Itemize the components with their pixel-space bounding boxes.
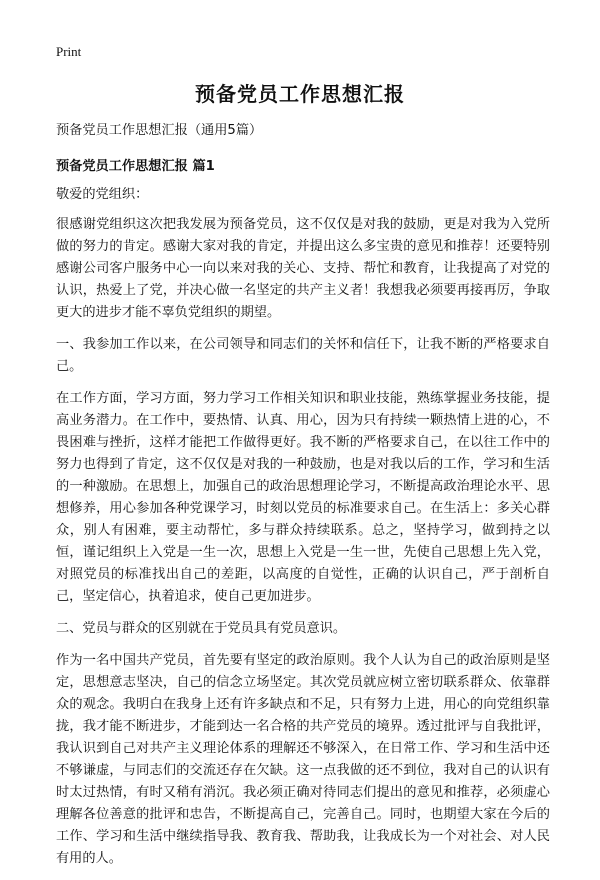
section-heading: 预备党员工作思想汇报 篇1 — [56, 159, 215, 174]
paragraph-heading-two: 二、党员与群众的区别就在于党员具有党员意识。 — [56, 621, 347, 636]
paragraph-work-study: 在工作方面，学习方面，努力学习工作相关知识和职业技能，熟练掌握业务技能，提高业务潜力。在工作中，要热情、认真、用心，因为只有持续一颗热情上进的心，不畏困难与挫折，这样才能把工作做得更好。我不断的严格要求自己，在以往工作中的努力也得到了肯定，这不仅仅是对我的一种鼓励，也是对我以后的工作，学习和生活的一种激励。在思想上，加强自己的政治思想理论学习，不断提高政治理论水平、思想修养，用心参加各种党课学习，时刻以党员的标准要求自己。在生活上：多关心群众，别人有困难，要主动帮忙，多与群众持续联系。总之，坚持学习，做到持之以恒，谨记组织上入党是一生一次，思想上入党是一生一世，先使自己思想上先入党，对照党员的标准找出自己的差距，以高度的自觉性，正确的认识自己，严于剖析自己，坚定信心，执着追求，使自己更加进步。 — [56, 391, 550, 604]
print-label: Print — [56, 44, 82, 59]
document-title: 预备党员工作思想汇报 — [195, 82, 405, 106]
greeting: 敬爱的党组织： — [56, 187, 149, 202]
document-subtitle: 预备党员工作思想汇报（通用5篇） — [56, 123, 263, 138]
paragraph-party-member: 作为一名中国共产党员，首先要有坚定的政治原则。我个人认为自己的政治原则是坚定，思想意志坚决，自己的信念立场坚定。其次党员就应树立密切联系群众、依靠群众的观念。我明白在我身上还有许多缺点和不足，只有努力上进，用心的向党组织靠拢，我才能不断进步，才能到达一名合格的共产党员的境界。透过批评与自我批评，我认识到自己对共产主义理论体系的理解还不够深入，在日常工作、学习和生活中还不够谦虚，与同志们的交流还存在欠缺。这一点我做的还不到位，我对自己的认识有时太过热情，有时又稍有消沉。我必须正确对待同志们提出的意见和推荐，必须虚心理解各位善意的批评和忠告，不断提高自己，完善自己。同时，也期望大家在今后的工作、学习和生活中继续指导我、教育我、帮助我，让我成长为一个对社会、对人民有用的人。 — [56, 653, 550, 866]
paragraph-heading-one: 一、我参加工作以来，在公司领导和同志们的关怀和信任下，让我不断的严格要求自己。 — [56, 337, 550, 374]
paragraph-intro: 很感谢党组织这次把我发展为预备党员，这不仅仅是对我的鼓励，更是对我为入党所做的努力的肯定。感谢大家对我的肯定，并提出这么多宝贵的意见和推荐！还要特别感谢公司客户服务中心一向以来对我的关心、支持、帮忙和教育，让我提高了对党的认识，热爱上了党，并决心做一名坚定的共产主义者！我想我必须要再接再厉，争取更大的进步才能不辜负党组织的期望。 — [56, 217, 550, 320]
document-body — [56, 120, 550, 880]
